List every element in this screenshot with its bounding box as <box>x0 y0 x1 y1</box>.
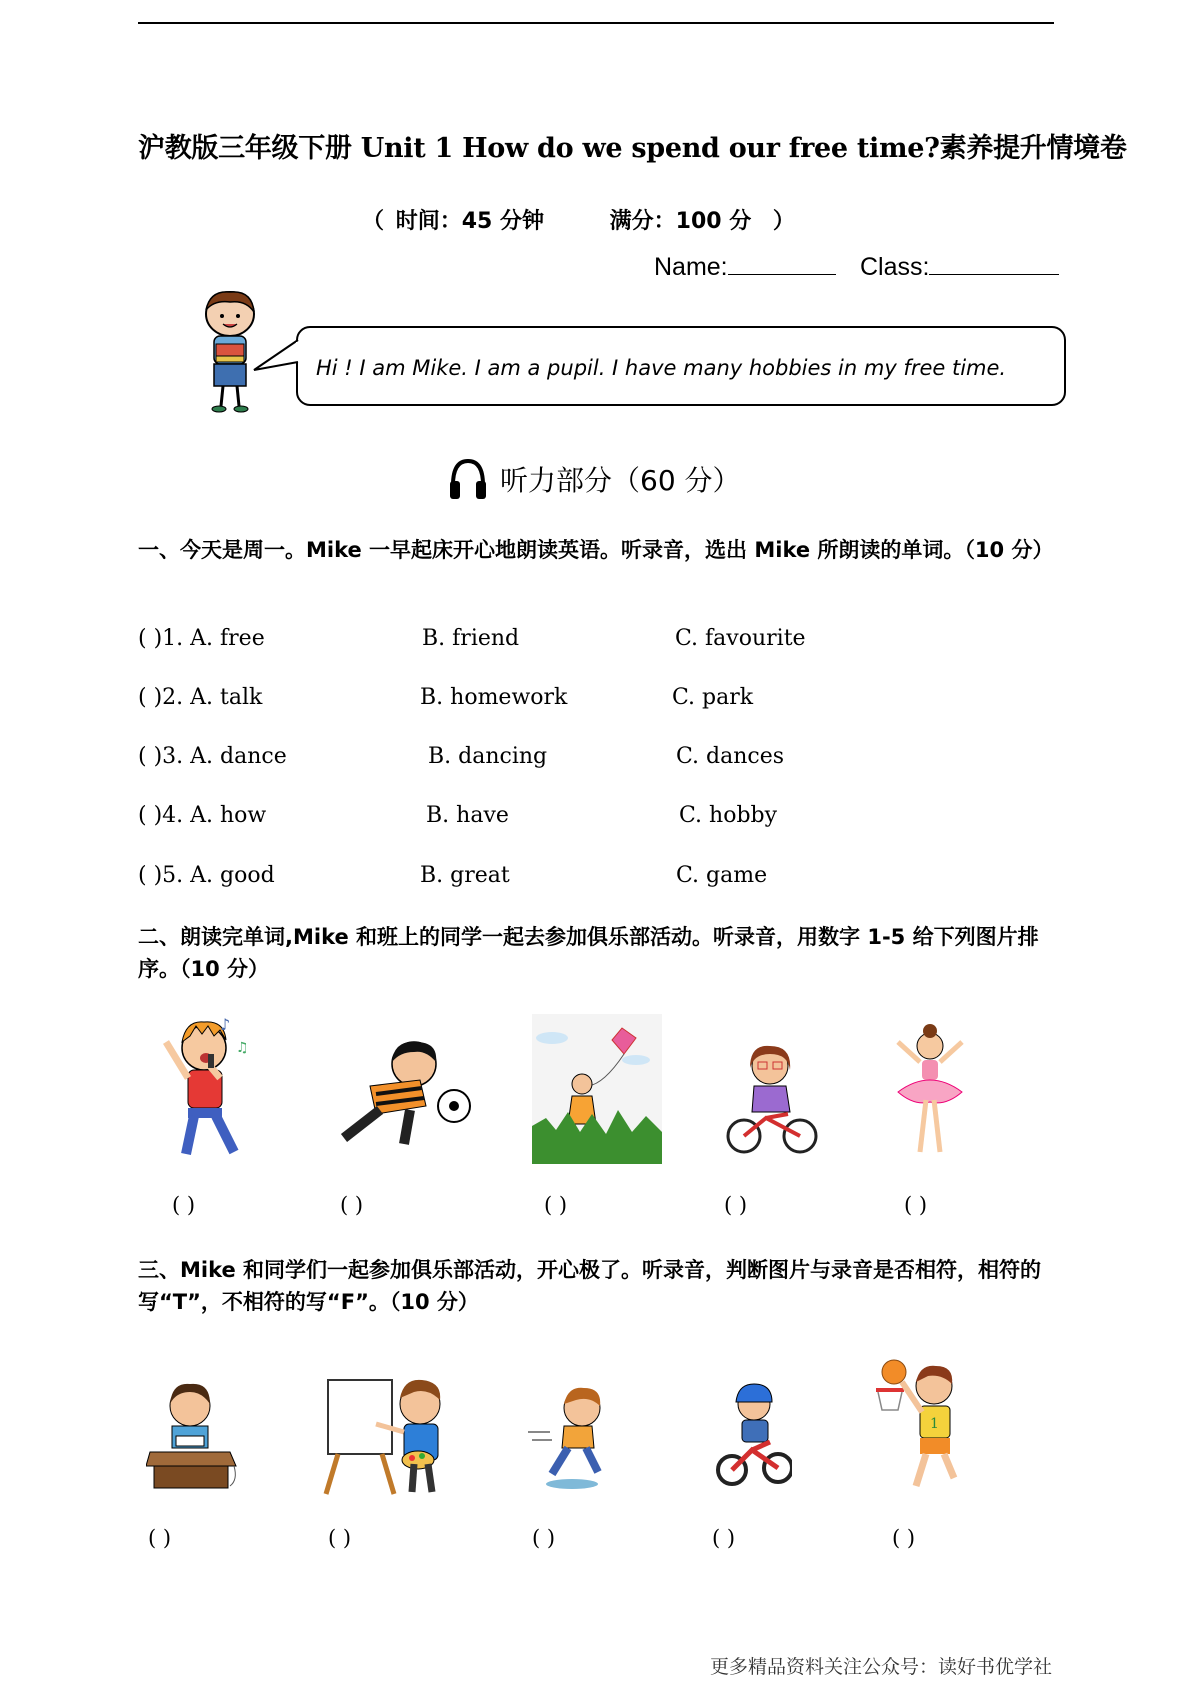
kite-girl-image <box>532 1014 662 1164</box>
footer-note: 更多精品资料关注公众号：读好书优学社 <box>709 1656 1052 1678</box>
headphones-icon <box>448 457 488 501</box>
name-blank[interactable] <box>728 250 836 275</box>
q1-item-2-b: B. homework <box>420 685 568 710</box>
meta-time: 时间：45 分钟 <box>395 209 544 234</box>
q1-item-4-b: B. have <box>426 803 509 828</box>
q2-answer-paren[interactable]: ( ) <box>544 1193 568 1217</box>
class-label: Class: <box>860 253 930 281</box>
listening-title-text: 听力部分（60 分） <box>500 464 741 497</box>
q2-answer-paren[interactable]: ( ) <box>904 1193 928 1217</box>
speech-bubble-tail <box>252 336 300 376</box>
top-rule <box>138 22 1054 24</box>
q1-item-3-c: C. dances <box>676 744 785 769</box>
q1-item-2-c: C. park <box>672 685 754 710</box>
meta-open: （ <box>362 209 385 234</box>
page-title: 沪教版三年级下册 Unit 1 How do we spend our free time?素养提升情境卷 <box>138 133 1127 164</box>
q3-heading: 三、Mike 和同学们一起参加俱乐部活动，开心极了。听录音，判断图片与录音是否相符，相符的写“T”，不相符的写“F”。（10 分） <box>138 1258 1042 1314</box>
q3-answer-paren[interactable]: ( ) <box>892 1526 916 1550</box>
running-boy-image <box>528 1382 618 1490</box>
q3-answer-paren[interactable]: ( ) <box>148 1526 172 1550</box>
q1-item-3-a: ( )3. A. dance <box>138 744 287 769</box>
q1-item <box>138 744 1058 774</box>
cycling-boy-image <box>716 1380 792 1490</box>
q2-answer-paren[interactable]: ( ) <box>340 1193 364 1217</box>
class-blank[interactable] <box>929 250 1059 275</box>
painting-boy-image <box>318 1374 454 1498</box>
q3-answer-paren[interactable]: ( ) <box>532 1526 556 1550</box>
name-label: Name: <box>654 253 728 281</box>
listening-section-title <box>448 457 741 501</box>
q1-item-1-b: B. friend <box>422 626 520 651</box>
basketball-boy-image <box>872 1358 972 1492</box>
meta-score: 满分：100 分 <box>609 209 752 234</box>
singing-boy-image <box>158 1012 262 1164</box>
q2-heading: 二、朗读完单词,Mike 和班上的同学一起去参加俱乐部活动。听录音，用数字 1-5 给下列图片排序。（10 分） <box>138 925 1039 981</box>
q1-item-3-b: B. dancing <box>428 744 548 769</box>
class-field <box>860 250 1059 282</box>
ballet-girl-image <box>890 1024 970 1160</box>
q1-item-1-a: ( )1. A. free <box>138 626 265 651</box>
q1-item-5-b: B. great <box>420 863 510 888</box>
q1-item-2-a: ( )2. A. talk <box>138 685 263 710</box>
q1-heading: 一、今天是周一。Mike 一早起床开心地朗读英语。听录音，选出 Mike 所朗读的单词。（10 分） <box>138 538 1054 562</box>
q1-item <box>138 803 1058 833</box>
q1-item-5-a: ( )5. A. good <box>138 863 275 888</box>
q1-item <box>138 626 1058 656</box>
q1-item-4-a: ( )4. A. how <box>138 803 267 828</box>
meta-close: ） <box>772 209 795 234</box>
cycling-girl-image <box>722 1040 820 1160</box>
reading-boy-image <box>146 1376 242 1496</box>
name-field <box>654 250 836 282</box>
exam-meta <box>362 204 795 235</box>
q1-item-5-c: C. game <box>676 863 768 888</box>
q1-item <box>138 863 1058 893</box>
q1-item-1-c: C. favourite <box>675 626 806 651</box>
q3-answer-paren[interactable]: ( ) <box>328 1526 352 1550</box>
svg-text:♫: ♫ <box>236 1040 249 1056</box>
q1-item <box>138 685 1058 715</box>
q3-answer-paren[interactable]: ( ) <box>712 1526 736 1550</box>
bubble-text: Hi ! I am Mike. I am a pupil. I have many hobbies in my free time. <box>316 356 1007 380</box>
football-boy-image <box>330 1036 476 1154</box>
svg-text:♪: ♪ <box>220 1015 231 1034</box>
q2-answer-paren[interactable]: ( ) <box>172 1193 196 1217</box>
q1-item-4-c: C. hobby <box>679 803 778 828</box>
svg-text:1: 1 <box>930 1416 939 1432</box>
q2-answer-paren[interactable]: ( ) <box>724 1193 748 1217</box>
